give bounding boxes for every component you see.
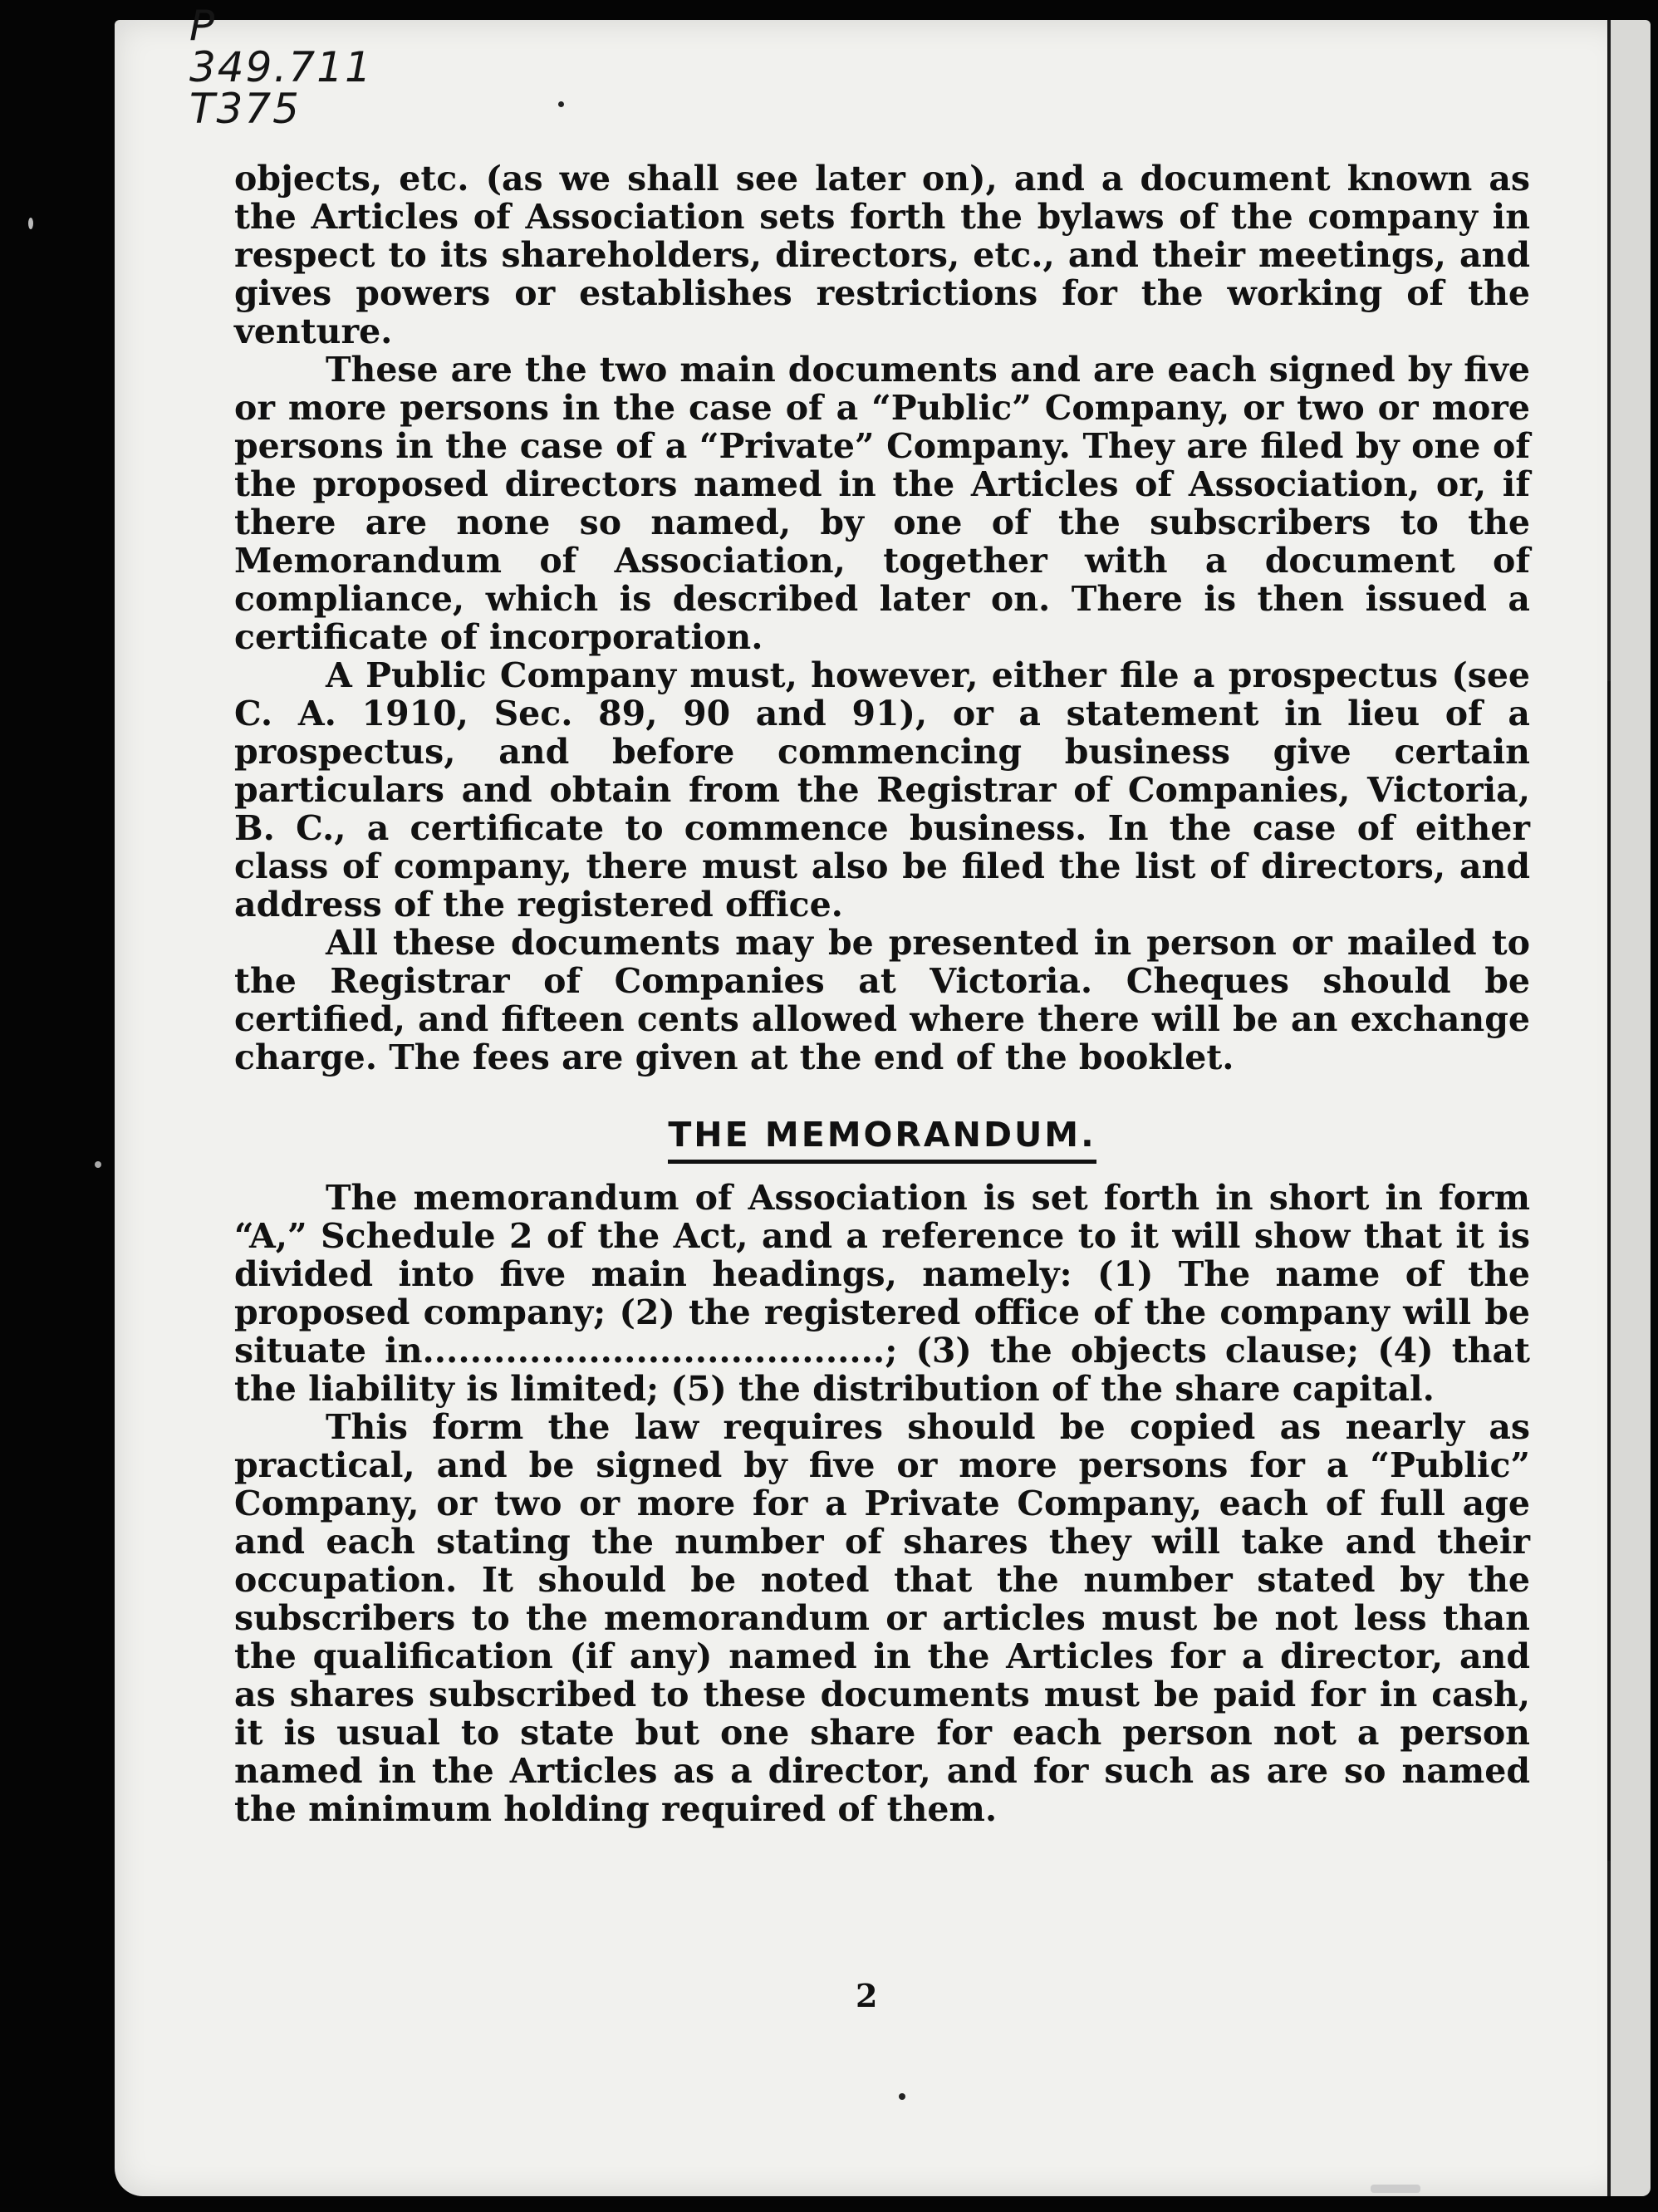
scan-speck bbox=[1371, 2185, 1420, 2193]
section-heading bbox=[234, 1113, 1530, 1164]
scan-speck bbox=[95, 1161, 101, 1168]
paragraph-main-documents: These are the two main documents and are each signed by five or more persons in the case of a “Public” Company, or two or more persons in the case of a “Private” Company. They are filed by one of the proposed directors named in the Articles of Association, or, if there are none so named, by one of the subscribers to the Memorandum of Association, together with a document of compliance, which is described later on. There is then issued a certificate of incorporation. bbox=[234, 350, 1530, 657]
paragraph-articles-continuation: objects, etc. (as we shall see later on), and a document known as the Articles of Association sets forth the bylaws of the company in respect to its shareholders, directors, etc., and their meetings, and gives powers or establishes restrictions for the working of the venture. bbox=[234, 159, 1530, 351]
scan-speck bbox=[28, 218, 33, 229]
catalog-mark-line-1: P bbox=[189, 2, 217, 50]
catalog-mark-line-2: 349.711 bbox=[189, 43, 373, 91]
scan-speck bbox=[558, 101, 564, 107]
paragraph-signing-requirements: This form the law requires should be copied as nearly as practical, and be signed by five or more persons for a “Public” Company, or two or more for a Private Company, each of full age and each stating the number of shares they will take and their occupation. It should be noted that the number stated by the subscribers to the memorandum or articles must be not less than the qualification (if any) named in the Articles for a director, and as shares subscribed to these documents must be paid for in cash, it is usual to state but one share for each person not a person named in the Articles as a director, and for such as are so named the minimum holding required of them. bbox=[234, 1407, 1530, 1829]
paragraph-memorandum-form: The memorandum of Association is set forth in short in form “A,” Schedule 2 of the Act, and a reference to it will show that it is divided into five main headings, namely: (1) The name of the proposed company; (2) the registered office of the company will be situate in.......................................; (3) the objects clause; (4) that the liability is limited; (5) the distribution of the share capital. bbox=[234, 1178, 1530, 1409]
catalog-mark-line-3: T375 bbox=[189, 85, 301, 133]
paragraph-presentation: All these documents may be presented in person or mailed to the Registrar of Companies at Victoria. Cheques should be certified, and fifteen cents allowed where there will be an exchange charge. The fees are given at the end of the booklet. bbox=[234, 923, 1530, 1077]
scan-speck bbox=[899, 2093, 905, 2100]
paragraph-public-company: A Public Company must, however, either file a prospectus (see C. A. 1910, Sec. 89, 90 and 91), or a statement in lieu of a prospectus, and before commencing business give certain particulars and obtain from the Registrar of Companies, Victoria, B. C., a certificate to commence business. In the case of either class of company, there must also be filed the list of directors, and address of the registered office. bbox=[234, 655, 1530, 925]
handwritten-catalog-number bbox=[189, 2, 373, 133]
page-binding-shadow bbox=[1607, 681, 1611, 1861]
page-number: 2 bbox=[856, 1977, 878, 2014]
adjacent-page-edge bbox=[1607, 20, 1651, 2196]
section-heading-text: THE MEMORANDUM. bbox=[668, 1113, 1096, 1164]
page-body bbox=[234, 159, 1530, 1828]
